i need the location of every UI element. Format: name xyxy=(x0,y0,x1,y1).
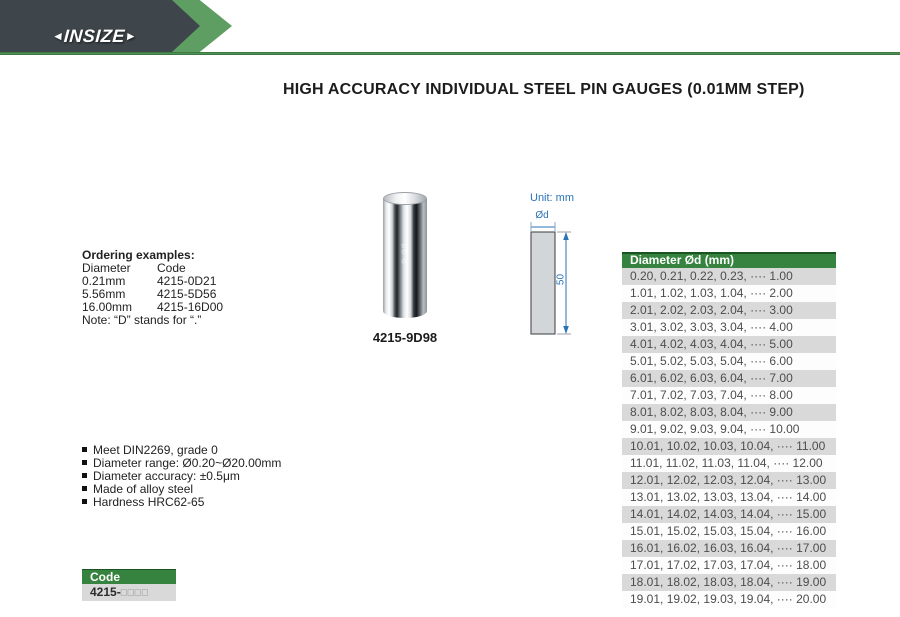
page-title: HIGH ACCURACY INDIVIDUAL STEEL PIN GAUGES (0.01MM STEP) xyxy=(283,81,805,98)
diameter-table-header: Diameter Ød (mm) xyxy=(622,252,836,268)
ordering-examples xyxy=(82,249,223,327)
insize-logo xyxy=(51,26,137,47)
drawing-pin-rect xyxy=(531,232,555,334)
code-box-value xyxy=(82,584,176,601)
ordering-code-value: 4215-16D00 xyxy=(157,300,224,314)
table-row: 17.01, 17.02, 17.03, 17.04, ···· 18.00 xyxy=(622,557,836,574)
table-row: 5.01, 5.02, 5.03, 5.04, ···· 6.00 xyxy=(622,353,836,370)
code-box xyxy=(82,569,176,601)
logo-text: INSIZE xyxy=(63,26,126,46)
table-row: 14.01, 14.02, 14.03, 14.04, ···· 15.00 xyxy=(622,506,836,523)
table-row: 15.01, 15.02, 15.03, 15.04, ···· 16.00 xyxy=(622,523,836,540)
code-box-header: Code xyxy=(82,569,176,584)
dimension-drawing xyxy=(524,206,588,342)
logo-right-arrow-icon: ► xyxy=(124,29,138,43)
ordering-code-value: 4215-0D21 xyxy=(157,274,217,288)
table-row: 6.01, 6.02, 6.03, 6.04, ···· 7.00 xyxy=(622,370,836,387)
drawing-length-label: 50 xyxy=(555,273,567,286)
table-row: 16.01, 16.02, 16.03, 16.04, ···· 17.00 xyxy=(622,540,836,557)
code-placeholder-squares: □□□□ xyxy=(120,587,149,599)
feature-text: Hardness HRC62-65 xyxy=(93,495,205,509)
feature-text: Made of alloy steel xyxy=(93,482,194,496)
feature-text: Diameter accuracy: ±0.5μm xyxy=(93,469,240,483)
feature-item xyxy=(82,496,281,509)
diameter-table xyxy=(622,252,836,608)
table-row: 12.01, 12.02, 12.03, 12.04, ···· 13.00 xyxy=(622,472,836,489)
bullet-square-icon xyxy=(82,460,87,465)
table-row: 19.01, 19.02, 19.03, 19.04, ···· 20.00 xyxy=(622,591,836,608)
drawing-unit-label: Unit: mm xyxy=(530,192,574,204)
bullet-square-icon xyxy=(82,499,87,504)
table-row: 11.01, 11.02, 11.03, 11.04, ···· 12.00 xyxy=(622,455,836,472)
logo-left-arrow-icon: ◄ xyxy=(51,29,65,43)
feature-list xyxy=(82,444,281,509)
ordering-code-value: 4215-5D56 xyxy=(157,287,217,301)
table-row: 8.01, 8.02, 8.03, 8.04, ···· 9.00 xyxy=(622,404,836,421)
table-row: 4.01, 4.02, 4.03, 4.04, ···· 5.00 xyxy=(622,336,836,353)
pin-gauge-top-face xyxy=(383,192,427,205)
feature-text: Diameter range: Ø0.20~Ø20.00mm xyxy=(93,456,282,470)
diameter-table-rows xyxy=(622,268,836,608)
bullet-square-icon xyxy=(82,473,87,478)
ordering-col-diameter: Diameter xyxy=(82,261,131,275)
product-code-label: 4215-9D98 xyxy=(372,330,438,345)
header-divider-line xyxy=(0,52,900,55)
ordering-rows xyxy=(82,275,223,314)
feature-text: Meet DIN2269, grade 0 xyxy=(93,443,218,457)
table-row: 18.01, 18.02, 18.03, 18.04, ···· 19.00 xyxy=(622,574,836,591)
table-row: 1.01, 1.02, 1.03, 1.04, ···· 2.00 xyxy=(622,285,836,302)
table-row: 9.01, 9.02, 9.03, 9.04, ···· 10.00 xyxy=(622,421,836,438)
table-row: 13.01, 13.02, 13.03, 13.04, ···· 14.00 xyxy=(622,489,836,506)
ordering-note: Note: “D” stands for “.” xyxy=(82,313,202,327)
code-prefix: 4215- xyxy=(90,585,121,599)
ordering-col-code: Code xyxy=(157,261,186,275)
table-row: 7.01, 7.02, 7.03, 7.04, ···· 8.00 xyxy=(622,387,836,404)
table-row: 0.20, 0.21, 0.22, 0.23, ···· 1.00 xyxy=(622,268,836,285)
ordering-diameter-value: 0.21mm xyxy=(82,274,126,288)
drawing-diameter-label: Ød xyxy=(535,210,549,221)
table-row: 2.01, 2.02, 2.03, 2.04, ···· 3.00 xyxy=(622,302,836,319)
pin-etched-size: 9.98 xyxy=(400,242,410,264)
table-row: 3.01, 3.02, 3.03, 3.04, ···· 4.00 xyxy=(622,319,836,336)
bullet-square-icon xyxy=(82,447,87,452)
ordering-diameter-value: 16.00mm xyxy=(82,300,133,314)
ordering-diameter-value: 5.56mm xyxy=(82,287,126,301)
ordering-heading: Ordering examples: xyxy=(82,248,195,262)
table-row: 10.01, 10.02, 10.03, 10.04, ···· 11.00 xyxy=(622,438,836,455)
bullet-square-icon xyxy=(82,486,87,491)
